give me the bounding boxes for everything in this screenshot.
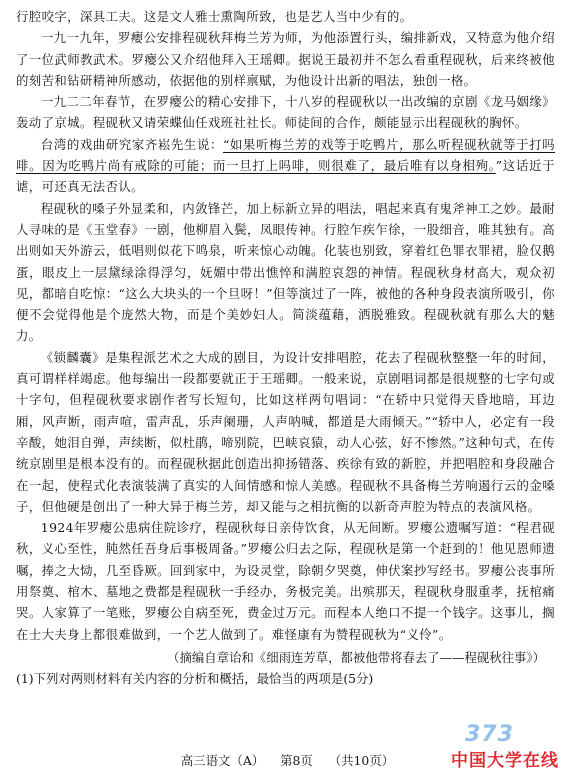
article-body — [16, 6, 555, 690]
footer-total: （共10页） — [328, 753, 395, 768]
question-1: (1)下列对两则材料有关内容的分析和概括，最恰当的两项是(5分) — [16, 671, 374, 687]
paragraph-3: 一九二二年春节，在罗瘿公的精心安排下，十八岁的程砚秋以一出改编的京剧《龙马姻缘》轰动了京城。程砚秋又请荣蝶仙任戏班社社长。师徒间的合作，颇能显示出程砚秋的胸怀。 — [16, 94, 555, 131]
watermark-logo: 373 — [465, 722, 514, 747]
paragraph-7: 1924年罗瘿公患病住院诊疗，程砚秋每日亲侍饮食，从无间断。罗瘿公遗嘱写道：“程君砚秋，义心至性，肫然任吾身后事极周备。”罗瘿公归去之际，程砚秋是第一个赶到的！他见恩师遗嘱，捧之大恸，几至昏厥。回到家中，为设灵堂，除朝夕哭奠，伸伏案抄写经书。罗瘿公丧事所用祭奠、棺木、墓地之费都是程砚秋一手经办，务极完美。出殡那天，程砚秋身服重孝，抚棺痛哭。人家算了一笔账，罗瘿公自病至死，费金过万元。而程本人绝口不提一个钱字。这事儿，搁在士大夫身上都很难做到，一个艺人做到了。难怪康有为赞程砚秋为“义伶”。 — [16, 520, 555, 642]
watermark-text: 中国大学在线 — [451, 751, 559, 771]
footer-page: 第8页 — [280, 753, 313, 768]
paragraph-5: 程砚秋的嗓子外显柔和，内敛锋芒，加上标新立异的唱法，唱起来真有鬼斧神工之妙。最耐人寻味的是《玉堂春》一剧，他柳眉入鬓，凤眼传神。行腔乍疾乍徐，一股细音，唯其独有。高出则如天外游云，低唱则似花下鸣泉，听来惊心动魄。化装也别致，穿着红色罪衣罪裙，脸仅鹅蛋，眼皮上一层黛绿涂得浮匀，妩媚中带出憔悴和满腔哀怨的神情。程砚秋身材高大，观众初见，都暗自吃惊：“这么大块头的一个旦呀！”但等演过了一阵，被他的各种身段表演所吸引，你便不会觉得他是个庞然大物，而是个美妙妇人。简淡蕴藉，洒脱雅致。程砚秋就有那么大的魅力。 — [16, 200, 555, 344]
quote-underlined: “如果听梅兰芳的戏等于吃鸭片，那么听程砚秋就等于打吗啡。因为吃鸭片尚有戒除的可能；而一旦打上吗啡，则很难了，最后唯有以身相殉。 — [16, 136, 555, 174]
paragraph-1: 行腔咬字，深具工夫。这是文人雅士熏陶所致，也是艺人当中少有的。 — [16, 9, 413, 24]
quote-tail: ”这话近于谑，可还真无法否认。 — [16, 158, 555, 195]
source-citation: （摘编自章诒和《细雨连芳草，都被他带将春去了——程砚秋往事》） — [167, 649, 545, 665]
quote-intro: 台湾的戏曲研究家齐崧先生说： — [40, 136, 223, 152]
footer-subject: 高三语文（A） — [180, 753, 265, 768]
paragraph-6: 《锁麟囊》是集程派艺术之大成的剧目，为设计安排唱腔，花去了程砚秋整整一年的时间，真可谓样样竭虑。他每编出一段都要就正于王瑶卿。一般来说，京剧唱词都是很规整的七字句或十字句，但程砚秋要求剧作者写长短句，比如这样两句唱词：“在轿中只觉得天昏地暗，耳边厢，风声断，雨声喧，雷声乱，乐声阑珊，人声呐喊，都道是大雨倾天。”“轿中人，必定有一段辛酸，她泪自弹，声续断，似杜鹃，啼别院，巴峡哀猿，动人心弦，好不惨然。”这种句式，在传统京剧里是根本没有的。而程砚秋据此创造出抑扬错落、疾徐有致的新腔，并把唱腔和身段融合在一起，使程式化表演装满了真实的人间情感和惊人美感。程砚秋不具备梅兰芳响遏行云的金嗓子，但他硬是创出了一种大异于梅兰芳，却又能与之相抗衡的以新奇声腔为特点的表演风格。 — [16, 349, 555, 514]
paragraph-2: 一九一九年，罗瘿公安排程砚秋拜梅兰芳为师，为他添置行头，编排新戏，又特意为他介绍了一位武师教武术。罗瘿公又介绍他拜入王瑶卿。据说王最初并不怎么看重程砚秋，后来终被他的刻苦和钻研精神所感动，依据他的别样禀赋，为他设计出新的唱法，独创一格。 — [16, 30, 555, 88]
paragraph-4-quote — [16, 134, 555, 198]
